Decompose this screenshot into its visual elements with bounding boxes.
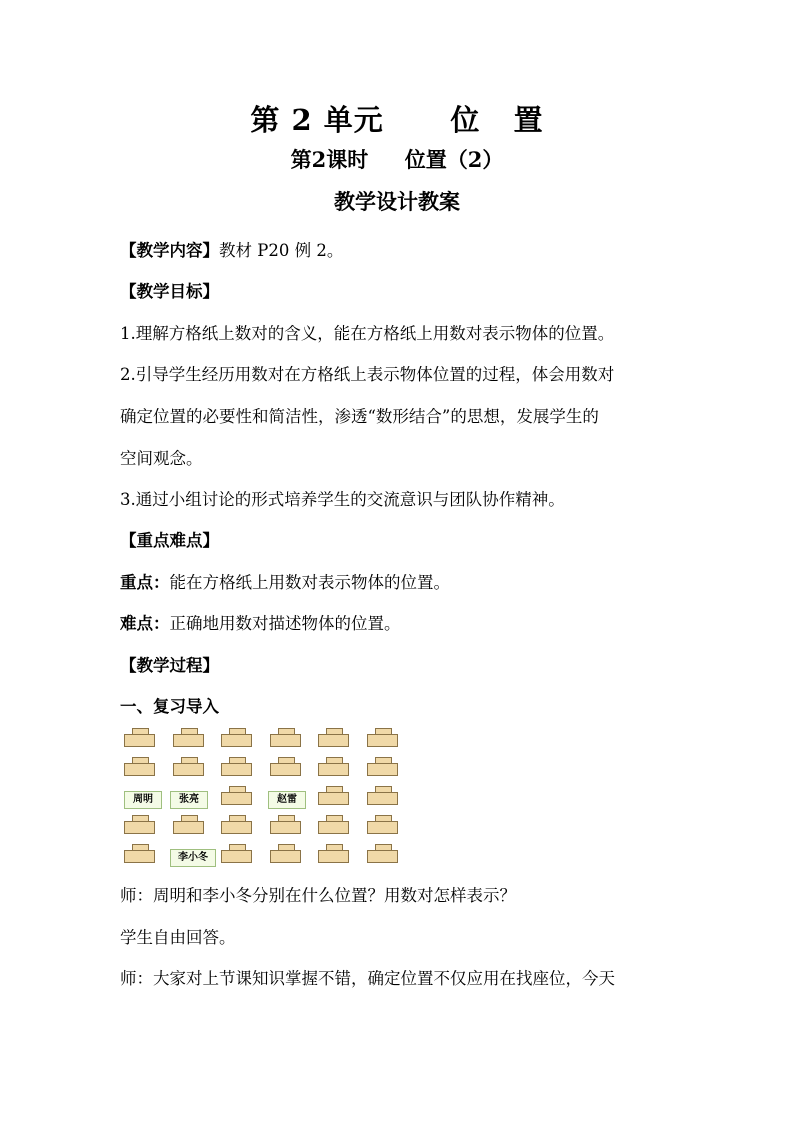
document-type: 教学设计教案 [334,189,460,214]
goal-2-line-2: 确定位置的必要性和简洁性，渗透“数形结合”的思想，发展学生的 [120,407,599,426]
desk-top [221,763,252,776]
desk-r5-c3 [221,844,252,862]
key-point-label: 重点： [120,573,170,592]
teacher-remark: 师：大家对上节课知识掌握不错，确定位置不仅应用在找座位，今天 [120,969,615,988]
difficulty-line [120,610,401,634]
desk-r5-c6 [367,844,398,862]
desk-r2-c3 [221,757,252,775]
desk-r1-c5 [318,728,349,746]
content-label: 【教学内容】 [120,241,219,260]
desk-r5-c4 [270,844,301,862]
goal-2-line-3: 空间观念。 [120,449,203,468]
content-text: 教材 P20 例 2。 [219,241,344,260]
key-points-heading: 【重点难点】 [120,531,219,550]
lesson-subtitle: 第2课时 位置（2） [290,147,504,172]
desk-top [124,734,155,747]
desk-r2-c2 [173,757,204,775]
desk-top [367,850,398,863]
teaching-content-line [120,237,343,261]
name-tag-zhang-liang: 张亮 [170,791,208,809]
desk-r3-c6 [367,786,398,804]
desk-r1-c4 [270,728,301,746]
name-tag-li-xiaodong: 李小冬 [170,849,216,867]
desk-top [318,734,349,747]
desk-r1-c1 [124,728,155,746]
desk-top [221,734,252,747]
goals-heading: 【教学目标】 [120,282,219,301]
desk-r4-c3 [221,815,252,833]
desk-top [270,850,301,863]
desk-top [221,792,252,805]
desk-top [221,850,252,863]
desk-r2-c1 [124,757,155,775]
desk-top [367,763,398,776]
desk-r4-c2 [173,815,204,833]
unit-title: 第 2 单元 位 置 [250,103,544,137]
desk-r2-c5 [318,757,349,775]
desk-top [367,821,398,834]
desk-r2-c6 [367,757,398,775]
desk-top [124,763,155,776]
key-point-text: 能在方格纸上用数对表示物体的位置。 [169,573,450,592]
desk-top [318,821,349,834]
desk-top [318,850,349,863]
key-point-line [120,569,450,593]
desk-top [318,763,349,776]
desk-r1-c2 [173,728,204,746]
name-tag-zhou-ming: 周明 [124,791,162,809]
desk-r4-c4 [270,815,301,833]
desk-r2-c4 [270,757,301,775]
desk-top [124,850,155,863]
desk-top [173,821,204,834]
goal-3: 3.通过小组讨论的形式培养学生的交流意识与团队协作精神。 [120,490,565,509]
name-tag-zhao-lei: 赵雷 [268,791,306,809]
desk-top [173,734,204,747]
desk-top [367,792,398,805]
student-response: 学生自由回答。 [120,928,236,947]
goal-2-line-1: 2.引导学生经历用数对在方格纸上表示物体位置的过程，体会用数对 [120,365,615,384]
desk-r4-c6 [367,815,398,833]
desk-top [221,821,252,834]
desk-top [270,734,301,747]
difficulty-label: 难点： [120,614,170,633]
desk-r3-c5 [318,786,349,804]
desk-r1-c6 [367,728,398,746]
desk-top [270,821,301,834]
goal-1: 1.理解方格纸上数对的含义，能在方格纸上用数对表示物体的位置。 [120,324,615,343]
desk-top [173,763,204,776]
desk-r3-c3 [221,786,252,804]
desk-r1-c3 [221,728,252,746]
desk-top [124,821,155,834]
process-heading: 【教学过程】 [120,656,219,675]
teacher-question: 师：周明和李小冬分别在什么位置？用数对怎样表示？ [120,886,516,905]
desk-top [318,792,349,805]
desk-r5-c1 [124,844,155,862]
classroom-seating-chart [124,728,414,870]
desk-r4-c1 [124,815,155,833]
difficulty-text: 正确地用数对描述物体的位置。 [169,614,401,633]
desk-r5-c5 [318,844,349,862]
desk-top [367,734,398,747]
desk-top [270,763,301,776]
desk-r4-c5 [318,815,349,833]
part-1-heading: 一、复习导入 [120,697,219,716]
